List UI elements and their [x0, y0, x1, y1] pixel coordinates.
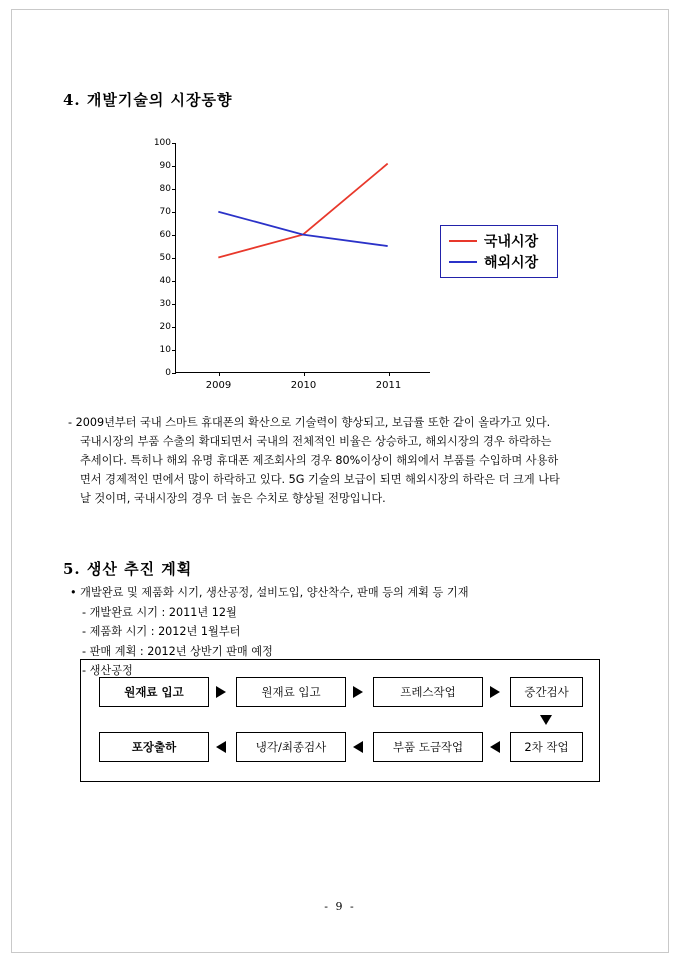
y-axis-tick [172, 373, 176, 374]
list-item [70, 583, 630, 603]
list-item-text: • 개발완료 및 제품화 시기, 생산공정, 설비도입, 양산착수, 판매 등의 계획 등 기재 [70, 586, 469, 599]
list-item-text: - 생산공정 [82, 664, 133, 677]
y-axis-tick-label: 40 [159, 276, 171, 286]
list-item-text: - 개발완료 시기 : 2011년 12월 [82, 605, 237, 619]
section-4-paragraph [68, 413, 628, 508]
y-axis-tick-label: 0 [165, 368, 171, 378]
chart-legend [440, 225, 558, 278]
legend-label-overseas: 해외시장 [484, 254, 539, 271]
chart-series-svg [176, 143, 430, 372]
y-axis-tick-label: 30 [159, 299, 171, 309]
paragraph-line: 날 것이며, 국내시장의 경우 더 높은 수치로 향상될 전망입니다. [80, 492, 386, 505]
y-axis-tick-label: 60 [159, 230, 171, 240]
y-axis-tick [172, 258, 176, 259]
list-item-text: - 제품화 시기 : 2012년 1월부터 [82, 625, 241, 638]
paragraph-line: 면서 경제적인 면에서 많이 하락하고 있다. 5G 기술의 보급이 되면 해외시장의 하락은 더 크게 나타 [80, 473, 560, 486]
y-axis-tick-label: 80 [159, 184, 171, 194]
legend-label-domestic: 국내시장 [484, 233, 539, 250]
page-footer: - 9 - [324, 900, 356, 913]
y-axis-tick [172, 212, 176, 213]
x-axis-tick-label: 2010 [290, 380, 317, 391]
arrow-left-icon [216, 741, 226, 753]
x-axis-tick-label: 2009 [205, 380, 232, 391]
x-axis-tick-label: 2011 [375, 380, 402, 391]
y-axis-tick [172, 327, 176, 328]
y-axis-tick [172, 350, 176, 351]
y-axis-tick-label: 50 [159, 253, 171, 263]
y-axis-tick [172, 304, 176, 305]
arrow-left-icon [353, 741, 363, 753]
legend-swatch-overseas [449, 261, 477, 263]
flow-box: 프레스작업 [373, 677, 483, 707]
market-trend-chart [140, 135, 539, 391]
y-axis-tick-label: 90 [159, 161, 171, 171]
arrow-left-icon [490, 741, 500, 753]
list-item [70, 622, 630, 642]
y-axis-tick [172, 189, 176, 190]
chart-plot-area [153, 138, 430, 391]
section-4-heading: 4. 개발기술의 시장동향 [63, 91, 233, 109]
y-axis-tick [172, 235, 176, 236]
arrow-right-icon [216, 686, 226, 698]
y-axis-tick-label: 100 [153, 138, 171, 148]
flow-box: 중간검사 [510, 677, 583, 707]
x-axis-tick [389, 372, 390, 376]
flow-box: 원재료 입고 [99, 677, 209, 707]
y-axis-tick-label: 20 [159, 322, 171, 332]
y-axis-tick-label: 10 [159, 345, 171, 355]
paragraph-line: 추세이다. 특히나 해외 유명 휴대폰 제조회사의 경우 80%이상이 해외에서 부품를 수입하며 사용하 [80, 454, 559, 467]
flow-box: 2차 작업 [510, 732, 583, 762]
y-axis-tick-label: 70 [159, 207, 171, 217]
legend-item [449, 251, 549, 272]
production-process-diagram [80, 659, 600, 782]
arrow-right-icon [490, 686, 500, 698]
legend-swatch-domestic [449, 240, 477, 242]
list-item-text: - 판매 계획 : 2012년 상반기 판매 예정 [82, 644, 273, 658]
paragraph-line: - 2009년부터 국내 스마트 휴대폰의 확산으로 기술력이 향상되고, 보급률 또한 같이 올라가고 있다. [68, 416, 551, 429]
y-axis-tick [172, 166, 176, 167]
y-axis-tick [172, 143, 176, 144]
legend-item [449, 230, 549, 251]
paragraph-line: 국내시장의 부품 수출의 확대되면서 국내의 전체적인 비율은 상승하고, 해외시장의 경우 하락하는 [80, 435, 552, 448]
arrow-down-icon [540, 715, 552, 725]
flow-box: 냉각/최종검사 [236, 732, 346, 762]
series-line-overseas [218, 212, 387, 246]
section-5-heading: 5. 생산 추진 계획 [63, 560, 193, 578]
flow-box: 원재료 입고 [236, 677, 346, 707]
arrow-right-icon [353, 686, 363, 698]
flow-box: 포장출하 [99, 732, 209, 762]
flow-box: 부품 도금작업 [373, 732, 483, 762]
x-axis-tick [219, 372, 220, 376]
x-axis-tick [304, 372, 305, 376]
y-axis-tick [172, 281, 176, 282]
list-item [70, 603, 630, 623]
